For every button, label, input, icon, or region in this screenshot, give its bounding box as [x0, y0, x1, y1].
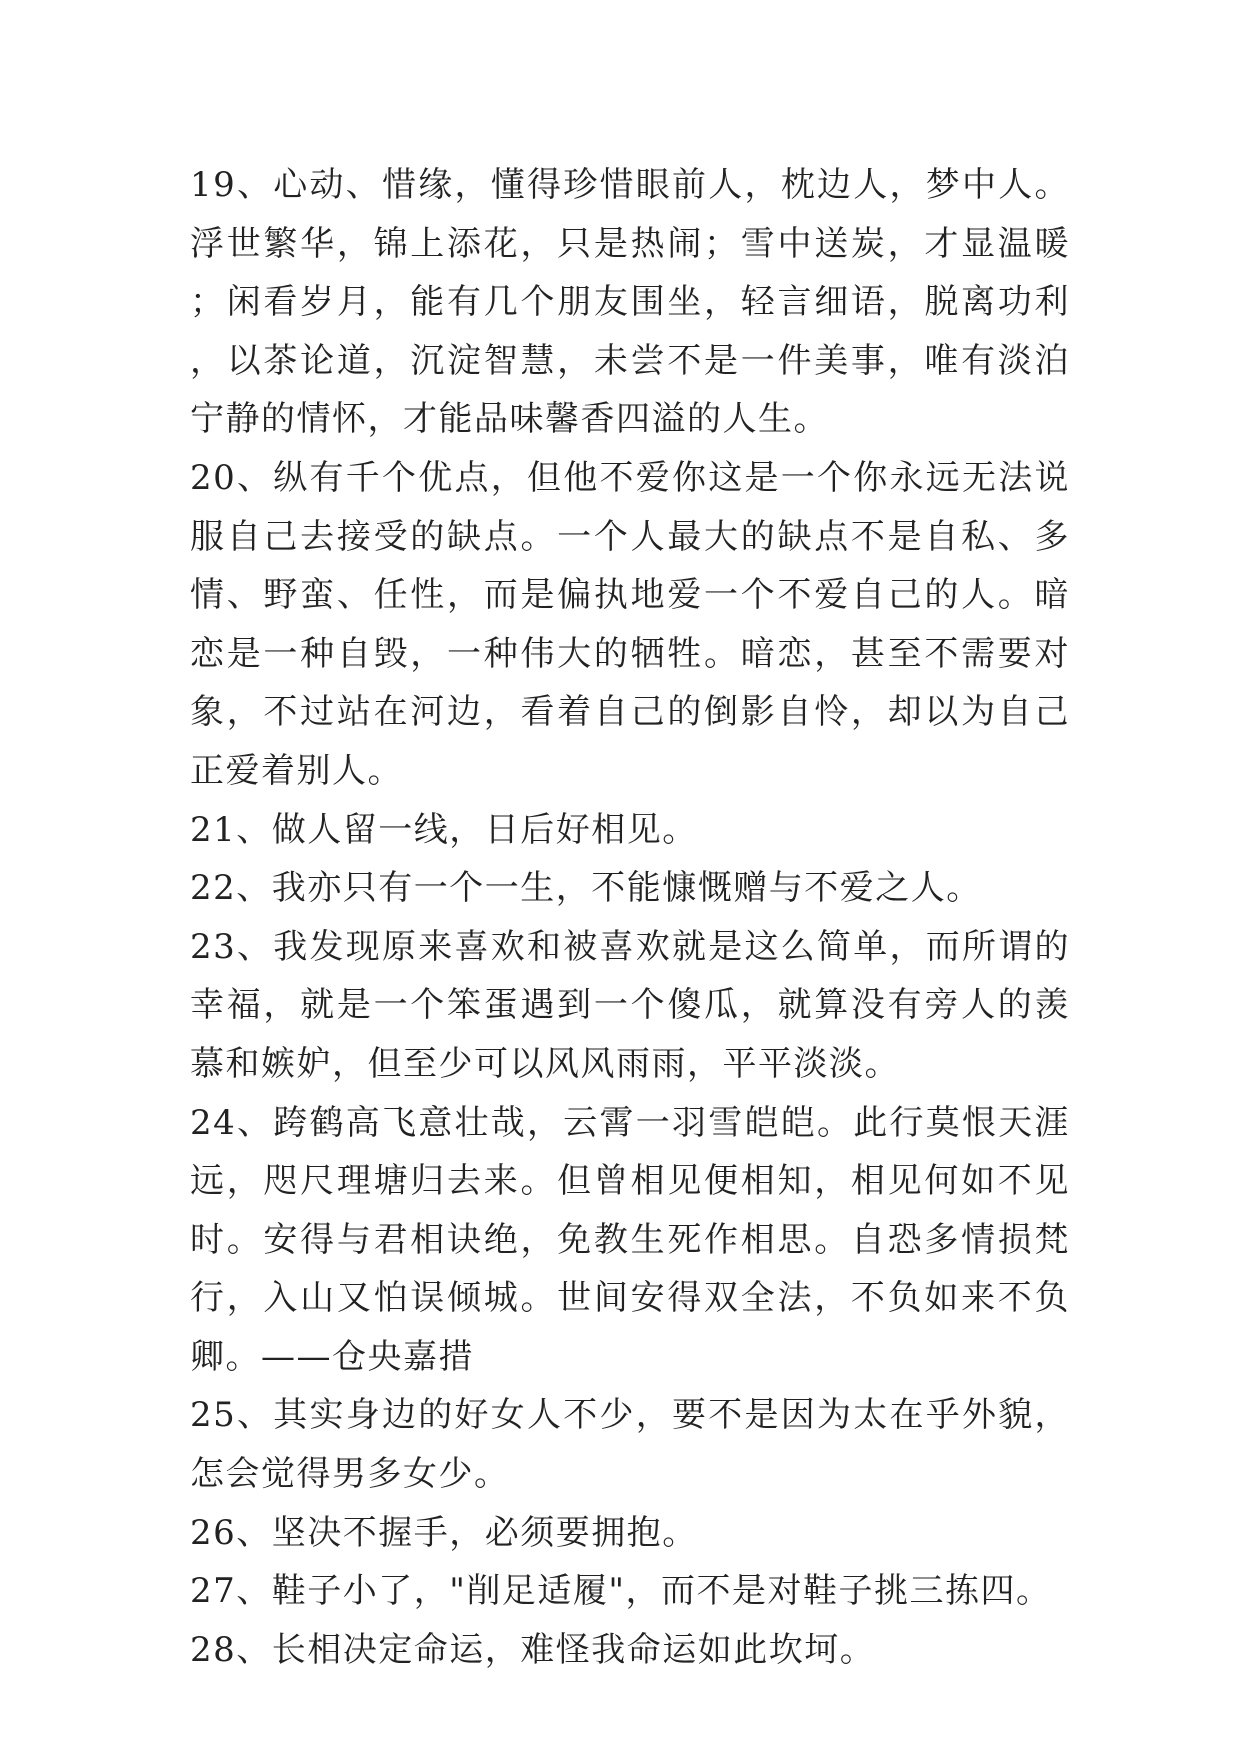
- paragraph-20: 20、纵有千个优点，但他不爱你这是一个你永远无法说服自己去接受的缺点。一个人最大的缺点不是自私、多情、野蛮、任性，而是偏执地爱一个不爱自己的人。暗恋是一种自毁，一种伟大的牺牲。暗恋，甚至不需要对象，不过站在河边，看着自己的倒影自怜，却以为自己正爱着别人。: [190, 457, 1070, 791]
- paragraph-22: 22、我亦只有一个一生，不能慷慨赠与不爱之人。: [190, 868, 982, 909]
- document-body: [190, 156, 1070, 1679]
- paragraph-28: 28、长相决定命运，难怪我命运如此坎坷。: [190, 1629, 876, 1670]
- paragraph-19: 19、心动、惜缘，懂得珍惜眼前人，枕边人，梦中人。浮世繁华，锦上添花，只是热闹；雪中送炭，才显温暖；闲看岁月，能有几个朋友围坐，轻言细语，脱离功利，以茶论道，沉淀智慧，未尝不是一件美事，唯有淡泊宁静的情怀，才能品味馨香四溢的人生。: [190, 165, 1070, 440]
- paragraph-24: 24、跨鹤高飞意壮哉，云霄一羽雪皑皑。此行莫恨天涯远，咫尺理塘归去来。但曾相见便相知，相见何如不见时。安得与君相诀绝，免教生死作相思。自恐多情损梵行，入山又怕误倾城。世间安得双全法，不负如来不负卿。——仓央嘉措: [190, 1102, 1070, 1377]
- paragraph-26: 26、坚决不握手，必须要拥抱。: [190, 1512, 698, 1553]
- paragraph-23: 23、我发现原来喜欢和被喜欢就是这么简单，而所谓的幸福，就是一个笨蛋遇到一个傻瓜，就算没有旁人的羡慕和嫉妒，但至少可以风风雨雨，平平淡淡。: [190, 926, 1070, 1084]
- paragraph-21: 21、做人留一线，日后好相见。: [190, 809, 698, 850]
- paragraph-27: 27、鞋子小了，"削足适履"，而不是对鞋子挑三拣四。: [190, 1571, 1052, 1612]
- paragraph-25: 25、其实身边的好女人不少，要不是因为太在乎外貌，怎会觉得男多女少。: [190, 1395, 1070, 1495]
